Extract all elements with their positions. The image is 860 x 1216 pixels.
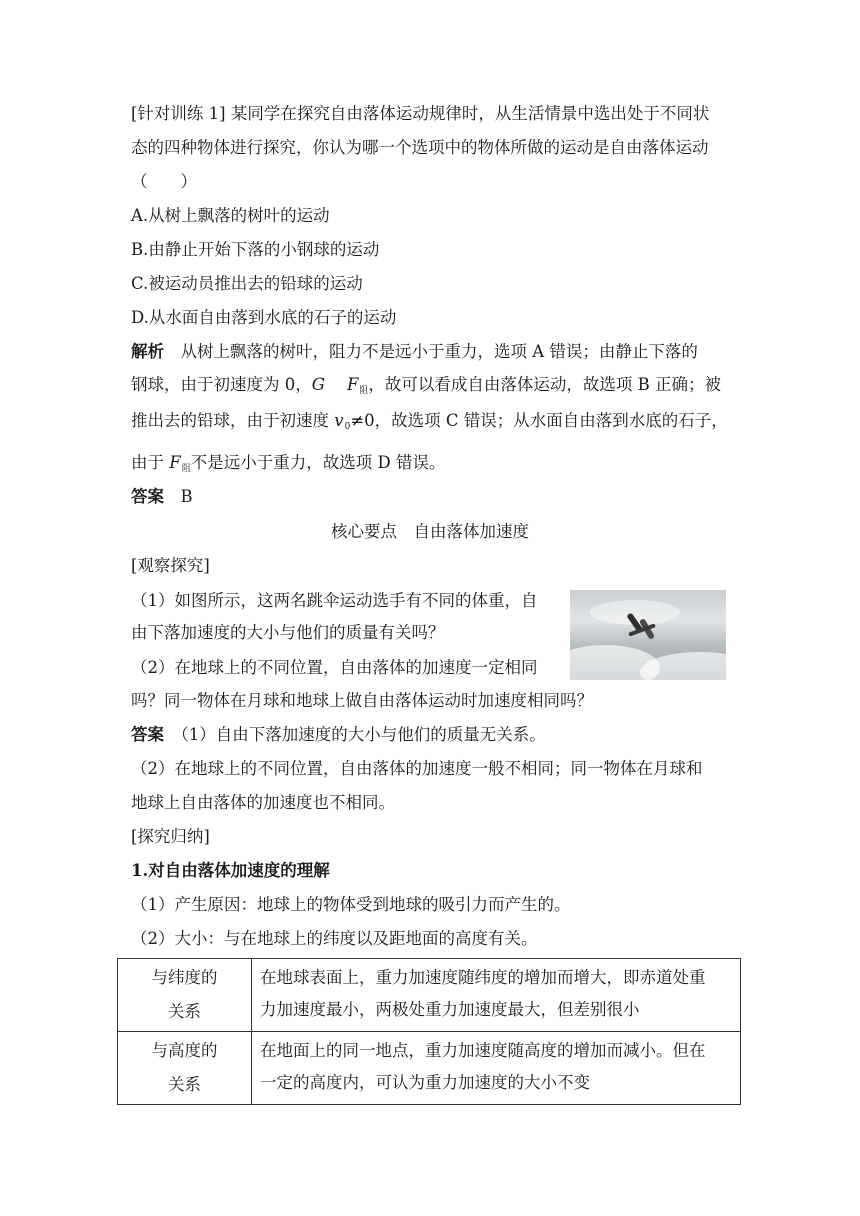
exercise-stem-line2: 态的四种物体进行探究，你认为哪一个选项中的物体所做的运动是自由落体运动 <box>131 138 709 157</box>
summary-p2: （2）大小：与在地球上的纬度以及距地面的高度有关。 <box>131 929 538 948</box>
analysis-line2: 钢球，由于初速度为 0，G $F_阻$，故可以看成自由落体运动，故选项 B 正确；被 <box>131 375 722 396</box>
table-row <box>118 1032 741 1105</box>
table-header-cell: 与纬度的 关系 <box>118 959 252 1032</box>
table-text-cell: 在地面上的同一地点，重力加速度随高度的增加而减小。但在 一定的高度内，可认为重力加速度的大小不变 <box>252 1032 741 1105</box>
section-title: 核心要点 自由落体加速度 <box>331 522 529 541</box>
table-header-cell: 与高度的 关系 <box>118 1032 252 1105</box>
summary-p1: （1）产生原因：地球上的物体受到地球的吸引力而产生的。 <box>131 895 571 914</box>
table-row <box>118 959 741 1032</box>
gravity-table <box>117 958 741 1105</box>
observe-answer-line1: 答案 （1）自由下落加速度的大小与他们的质量无关系。 <box>131 725 546 744</box>
observe-q1-line1: （1）如图所示，这两名跳伞运动选手有不同的体重，自 <box>131 591 538 610</box>
analysis-line4: 由于 $F_阻$不是远小于重力，故选项 D 错误。 <box>131 453 446 474</box>
analysis-label: 解析 <box>131 342 164 361</box>
answer-line: 答案 B <box>131 487 193 506</box>
option-a: A.从树上飘落的树叶的运动 <box>131 206 330 225</box>
observe-heading: [观察探究] <box>131 556 210 575</box>
option-b: B.由静止开始下落的小钢球的运动 <box>131 240 380 259</box>
exercise-answer-blank: （ ） <box>131 172 197 191</box>
exercise-stem-line1: [针对训练 1] 某同学在探究自由落体运动规律时，从生活情景中选出处于不同状 <box>131 104 710 123</box>
symbol-g: G <box>311 375 325 394</box>
symbol-v: v <box>334 411 344 430</box>
summary-heading: [探究归纳] <box>131 827 210 846</box>
skydivers-photo <box>570 590 726 680</box>
observe-answer-label: 答案 <box>131 725 164 744</box>
table-text-cell: 在地球表面上，重力加速度随纬度的增加而增大，即赤道处重 力加速度最小，两极处重力加速度最大，但差别很小 <box>252 959 741 1032</box>
symbol-f: F <box>346 375 359 394</box>
option-d: D.从水面自由落到水底的石子的运动 <box>131 308 397 327</box>
summary-point1: 1.对自由落体加速度的理解 <box>131 861 330 880</box>
observe-q2-line1: （2）在地球上的不同位置，自由落体的加速度一定相同 <box>131 658 538 677</box>
observe-answer-line2: （2）在地球上的不同位置，自由落体的加速度一般不相同；同一物体在月球和 <box>131 759 703 778</box>
observe-q1-line2: 由下落加速度的大小与他们的质量有关吗？ <box>131 623 445 642</box>
analysis-line1: 解析 从树上飘落的树叶，阻力不是远小于重力，选项 A 错误；由静止下落的 <box>131 342 698 361</box>
observe-q2-line2: 吗？同一物体在月球和地球上做自由落体运动时加速度相同吗？ <box>131 691 593 710</box>
option-c: C.被运动员推出去的铅球的运动 <box>131 274 363 293</box>
answer-label: 答案 <box>131 487 164 506</box>
observe-answer-line3: 地球上自由落体的加速度也不相同。 <box>131 793 395 812</box>
analysis-line3: 推出去的铅球，由于初速度 $v_0\ne 0$，故选项 C 错误；从水面自由落到水底的石子， <box>131 411 728 432</box>
exercise-tag: [针对训练 1] <box>131 104 226 123</box>
